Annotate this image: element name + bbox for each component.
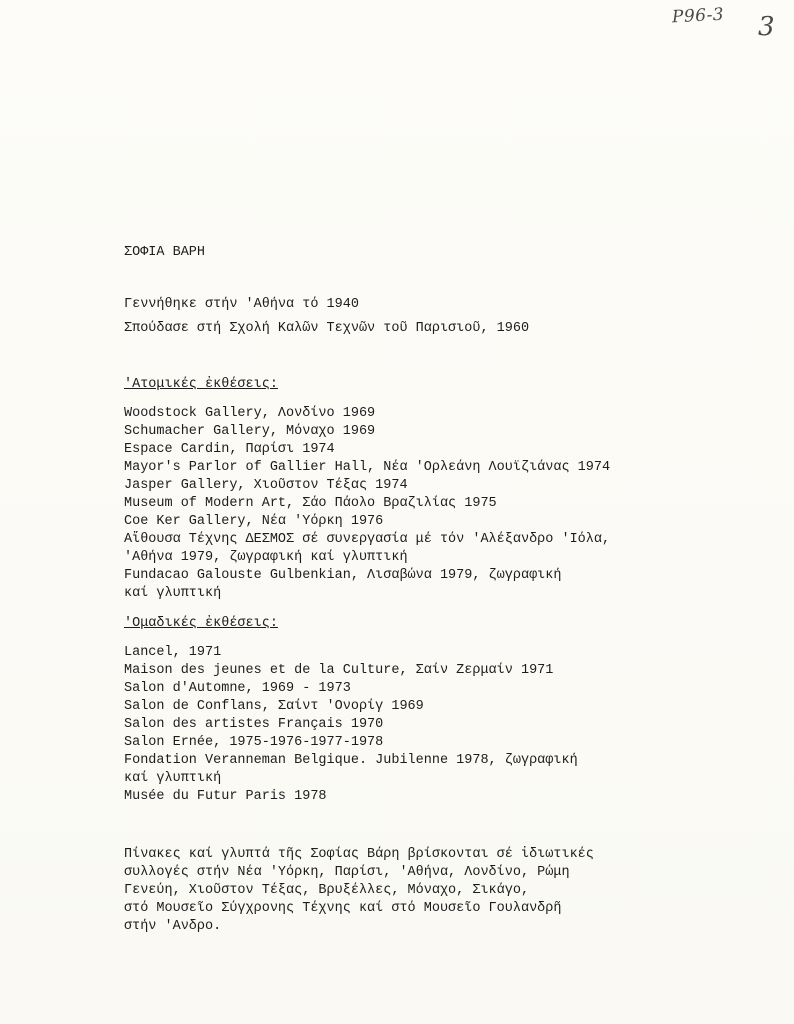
group-exhibitions-heading: 'Ομαδικές ἐκθέσεις: [124, 616, 278, 631]
list-item: Museum of Modern Art, Σάο Πάολο Βραζιλίας 1975 [124, 496, 497, 511]
list-item: Jasper Gallery, Χιοῦστον Τέξας 1974 [124, 478, 408, 493]
list-item: Fundacao Galouste Gulbenkian, Λισαβώνα 1979, ζωγραφική [124, 568, 562, 583]
list-item: καί γλυπτική [124, 586, 222, 601]
list-item: Lancel, 1971 [124, 645, 222, 660]
solo-exhibitions-heading: 'Ατομικές ἐκθέσεις: [124, 377, 278, 392]
list-item: Αἴθουσα Τέχνης ΔΕΣΜΟΣ σέ συνεργασία μέ τόν 'Αλέξανδρο 'Ιόλα, [124, 532, 611, 547]
list-item: Salon Ernée, 1975-1976-1977-1978 [124, 735, 384, 750]
paragraph-line: στό Μουσεῖο Σύγχρονης Τέχνης καί στό Μουσεῖο Γουλανδρῆ [124, 901, 562, 916]
bio-section [124, 296, 764, 338]
list-item: Salon de Conflans, Σαίντ 'Ονορίγ 1969 [124, 699, 424, 714]
group-exhibitions-list [124, 644, 764, 806]
paragraph-line: συλλογές στήν Νέα 'Υόρκη, Παρίσι, 'Αθήνα, Λονδίνο, Ρώμη [124, 865, 570, 880]
paragraph-line: Γενεύη, Χιοῦστον Τέξας, Βρυξέλλες, Μόναχο, Σικάγο, [124, 883, 530, 898]
list-item: Espace Cardin, Παρίσι 1974 [124, 442, 335, 457]
bio-line: Σπούδασε στή Σχολή Καλῶν Τεχνῶν τοῦ Παρισιοῦ, 1960 [124, 321, 530, 336]
solo-exhibitions-list [124, 405, 764, 603]
handwritten-reference: P96-3 [671, 4, 725, 28]
list-item: Musée du Futur Paris 1978 [124, 789, 327, 804]
list-item: 'Αθήνα 1979, ζωγραφική καί γλυπτική [124, 550, 408, 565]
document-body [124, 244, 764, 936]
paragraph-line: Πίνακες καί γλυπτά τῆς Σοφίας Βάρη βρίσκονται σέ ἰδιωτικές [124, 847, 594, 862]
list-item: Salon des artistes Français 1970 [124, 717, 384, 732]
list-item: Maison des jeunes et de la Culture, Σαίν Ζερμαίν 1971 [124, 663, 554, 678]
list-item: Fondation Veranneman Belgique. Jubilenne 1978, ζωγραφική [124, 753, 578, 768]
bio-line: Γεννήθηκε στήν 'Αθήνα τό 1940 [124, 297, 359, 312]
list-item: Mayor's Parlor of Gallier Hall, Νέα 'Ορλεάνη Λουϊζιάνας 1974 [124, 460, 611, 475]
document-title: ΣΟΦΙΑ ΒΑΡΗ [124, 245, 206, 260]
list-item: Coe Ker Gallery, Νέα 'Υόρκη 1976 [124, 514, 384, 529]
list-item: Schumacher Gallery, Μόναχο 1969 [124, 424, 376, 439]
list-item: καί γλυπτική [124, 771, 222, 786]
list-item: Woodstock Gallery, Λονδίνο 1969 [124, 406, 376, 421]
handwritten-page-number: 3 [758, 12, 775, 42]
closing-paragraph [124, 846, 764, 936]
list-item: Salon d'Automne, 1969 - 1973 [124, 681, 351, 696]
paragraph-line: στήν 'Ανδρο. [124, 919, 222, 934]
